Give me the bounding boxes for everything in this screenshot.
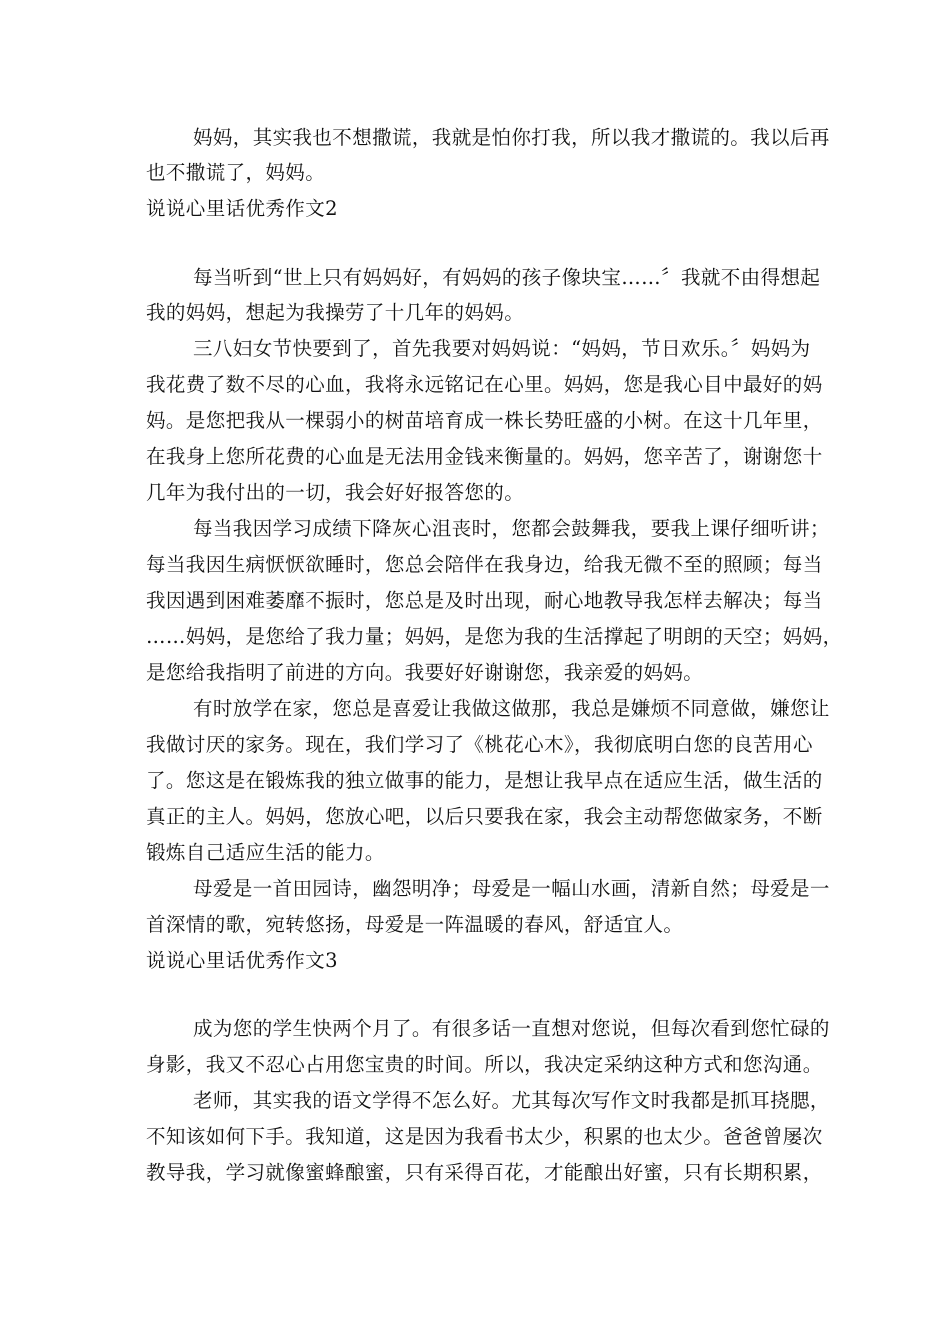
paragraph-line: 锻炼自己适应生活的能力。 <box>146 841 385 864</box>
paragraph-line: 三八妇女节快要到了，首先我要对妈妈说：“妈妈，节日欢乐。〞妈妈为 <box>193 337 811 360</box>
paragraph-line: 每当我因生病恹恹欲睡时，您总会陪伴在我身边，给我无微不至的照顾；每当 <box>146 553 823 576</box>
paragraph-line: 我做讨厌的家务。现在，我们学习了《桃花心木》，我彻底明白您的良苦用心 <box>146 733 813 756</box>
paragraph-line: 妈妈，其实我也不想撒谎，我就是怕你打我，所以我才撒谎的。我以后再 <box>193 126 830 149</box>
paragraph-line: 有时放学在家，您总是喜爱让我做这做那，我总是嫌烦不同意做，嫌您让 <box>193 697 830 720</box>
paragraph-line: 了。您这是在锻炼我的独立做事的能力，是想让我早点在适应生活，做生活的 <box>146 769 823 792</box>
paragraph-line: 几年为我付出的一切，我会好好报答您的。 <box>146 481 525 504</box>
paragraph-line: 每当听到“世上只有妈妈好，有妈妈的孩子像块宝……〞我就不由得想起 <box>193 266 821 289</box>
paragraph-line: 身影，我又不忍心占用您宝贵的时间。所以，我决定采纳这种方式和您沟通。 <box>146 1053 823 1076</box>
paragraph-line: 每当我因学习成绩下降灰心沮丧时，您都会鼓舞我，要我上课仔细听讲； <box>193 517 830 540</box>
paragraph-line: 母爱是一首田园诗，幽怨明净；母爱是一幅山水画，清新自然；母爱是一 <box>193 877 830 900</box>
paragraph-line: 在我身上您所花费的心血是无法用金钱来衡量的。妈妈，您辛苦了，谢谢您十 <box>146 445 823 468</box>
paragraph-line: 是您给我指明了前进的方向。我要好好谢谢您，我亲爱的妈妈。 <box>146 661 704 684</box>
paragraph-line: 妈。是您把我从一棵弱小的树苗培育成一株长势旺盛的小树。在这十几年里， <box>146 409 823 432</box>
section-heading: 说说心里话优秀作文2 <box>146 197 338 220</box>
paragraph-line: 也不撒谎了，妈妈。 <box>146 161 326 184</box>
paragraph-line: 我花费了数不尽的心血，我将永远铭记在心里。妈妈，您是我心目中最好的妈 <box>146 373 823 396</box>
paragraph-line: 成为您的学生快两个月了。有很多话一直想对您说，但每次看到您忙碌的 <box>193 1017 830 1040</box>
paragraph-line: 不知该如何下手。我知道，这是因为我看书太少，积累的也太少。爸爸曾屡次 <box>146 1125 823 1148</box>
paragraph-line: 真正的主人。妈妈，您放心吧，以后只要我在家，我会主动帮您做家务，不断 <box>146 805 823 828</box>
paragraph-line: 教导我，学习就像蜜蜂酿蜜，只有采得百花，才能酿出好蜜，只有长期积累， <box>146 1161 823 1184</box>
section-heading: 说说心里话优秀作文3 <box>146 949 338 972</box>
paragraph-line: 首深情的歌，宛转悠扬，母爱是一阵温暖的春风，舒适宜人。 <box>146 913 684 936</box>
paragraph-line: ……妈妈，是您给了我力量；妈妈，是您为我的生活撑起了明朗的天空；妈妈， <box>146 625 843 648</box>
paragraph-line: 我的妈妈，想起为我操劳了十几年的妈妈。 <box>146 301 525 324</box>
paragraph-line: 我因遇到困难萎靡不振时，您总是及时出现，耐心地教导我怎样去解决；每当 <box>146 589 823 612</box>
paragraph-line: 老师，其实我的语文学得不怎么好。尤其每次写作文时我都是抓耳挠腮， <box>193 1089 830 1112</box>
